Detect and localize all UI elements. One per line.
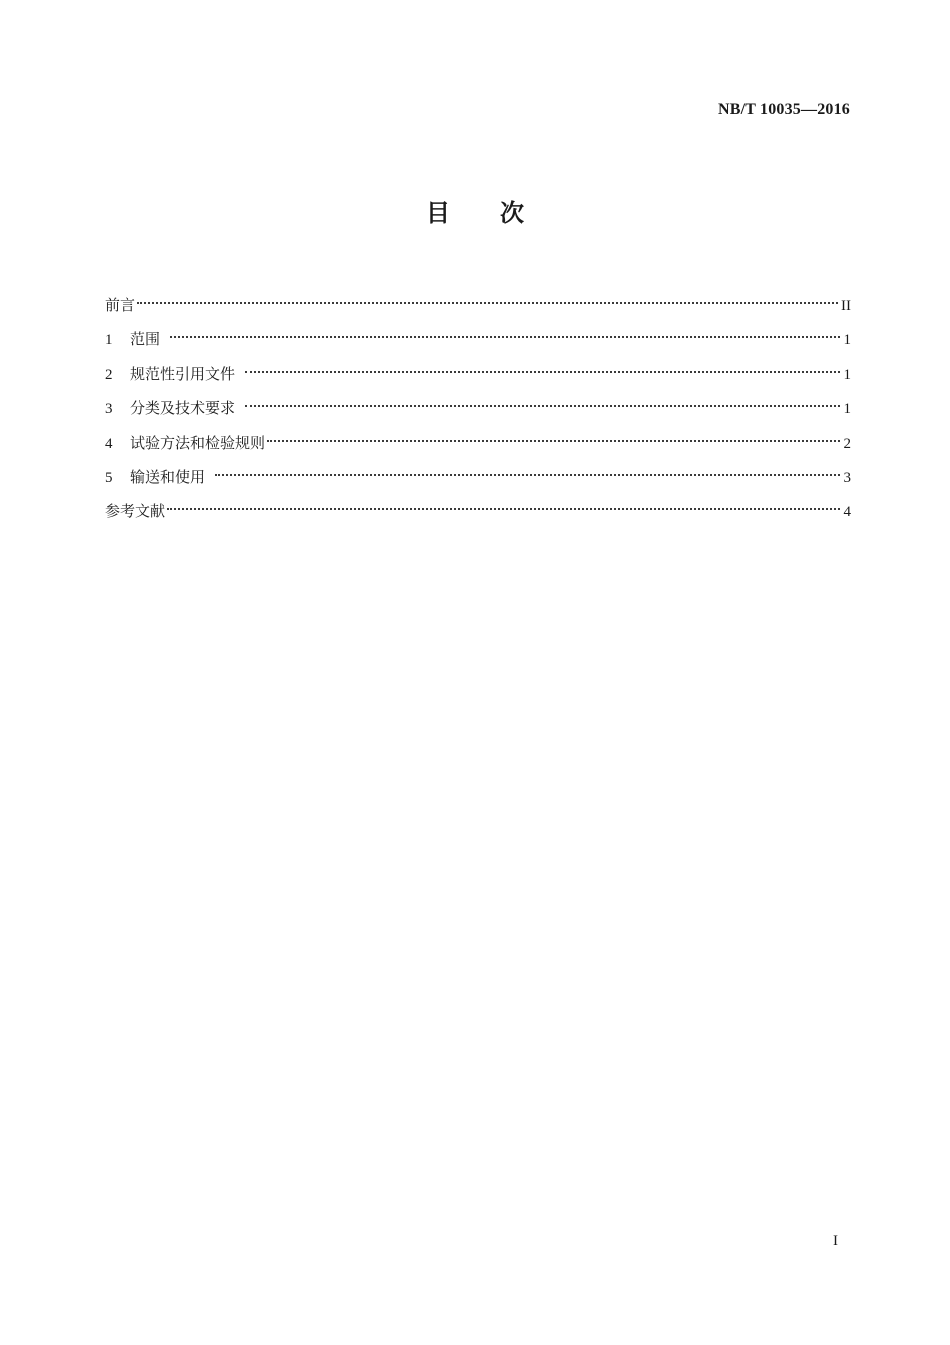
toc-leader-dots <box>245 389 840 413</box>
page-number: I <box>833 1233 838 1249</box>
toc-entry-page: 3 <box>843 469 851 486</box>
toc-entry-page: 4 <box>843 504 851 521</box>
toc-entry-number: 1 <box>105 332 113 349</box>
toc-leader-dots <box>170 320 840 344</box>
toc-entry-label: 前言 <box>105 296 136 314</box>
toc-list <box>105 286 851 527</box>
toc-title-char-1: 目 <box>426 199 450 227</box>
toc-entry-page: 2 <box>843 435 851 452</box>
toc-entry-3[interactable] <box>105 389 851 423</box>
toc-entry-label: 规范性引用文件 <box>130 364 236 383</box>
toc-entry-number: 5 <box>105 469 113 486</box>
toc-entry-label: 参考文献 <box>105 502 166 521</box>
toc-leader-dots <box>215 458 840 482</box>
toc-entry-2[interactable] <box>105 355 851 389</box>
toc-entry-page: II <box>841 298 851 314</box>
toc-leader-dots <box>137 286 838 310</box>
toc-entry-number: 2 <box>105 366 113 383</box>
toc-entry-4[interactable] <box>105 424 851 458</box>
toc-entry-label: 输送和使用 <box>130 467 206 486</box>
toc-title <box>0 193 950 228</box>
toc-entry-page: 1 <box>843 366 851 383</box>
toc-leader-dots <box>245 355 840 379</box>
toc-entry-5[interactable] <box>105 458 851 492</box>
toc-entry-bibliography[interactable] <box>105 492 851 526</box>
toc-entry-label: 试验方法和检验规则 <box>130 433 266 452</box>
toc-entry-number: 3 <box>105 401 113 418</box>
toc-entry-foreword[interactable] <box>105 286 851 320</box>
toc-entry-1[interactable] <box>105 320 851 354</box>
toc-leader-dots <box>267 424 840 448</box>
toc-entry-number: 4 <box>105 435 113 452</box>
standard-code: NB/T 10035—2016 <box>717 101 850 118</box>
toc-entry-label: 分类及技术要求 <box>130 399 236 418</box>
toc-entry-page: 1 <box>843 401 851 418</box>
toc-title-char-2: 次 <box>500 199 524 227</box>
toc-entry-label: 范围 <box>130 330 161 349</box>
toc-leader-dots <box>167 492 840 516</box>
toc-entry-page: 1 <box>843 332 851 349</box>
